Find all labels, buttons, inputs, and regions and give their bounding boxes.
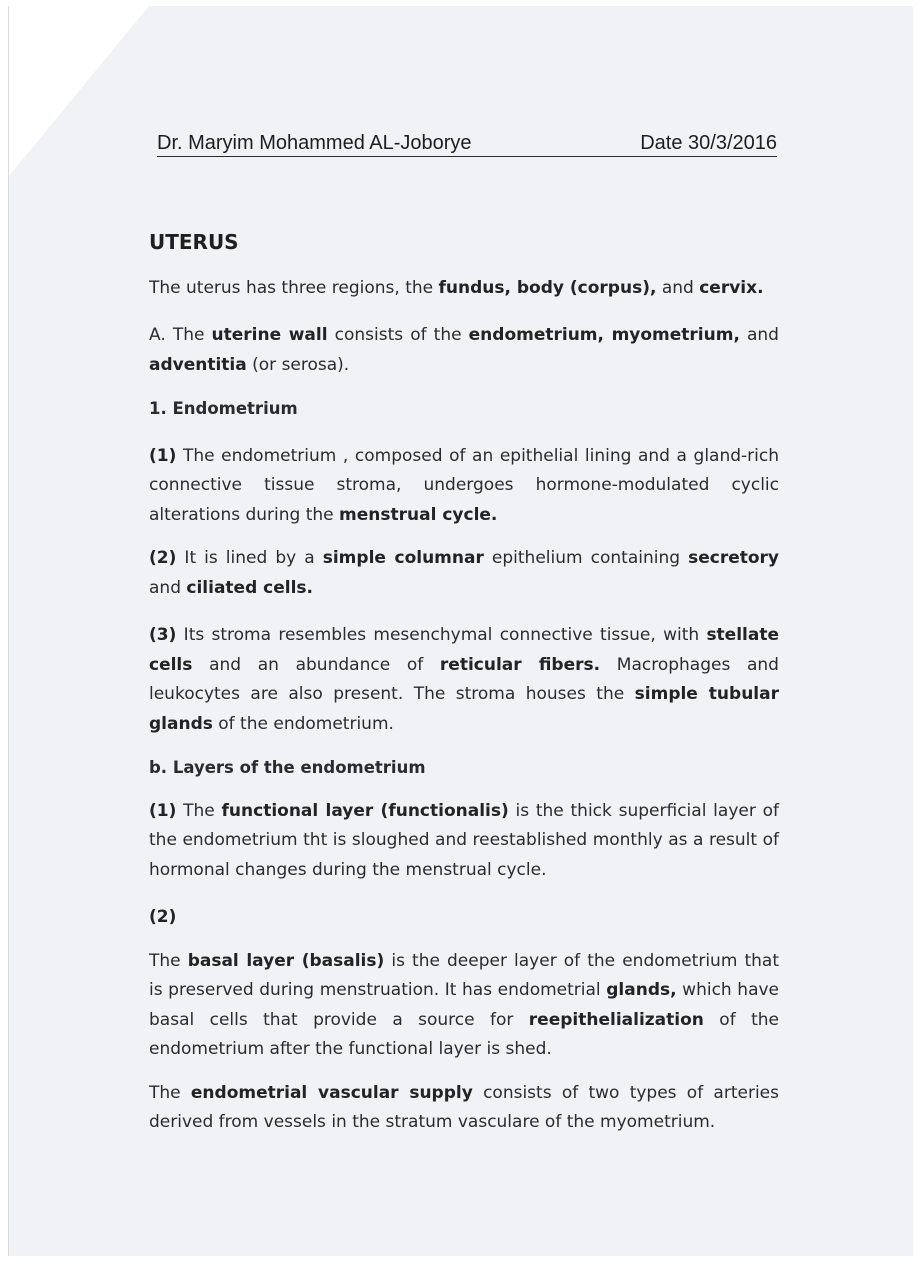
item-number: (3)	[149, 625, 177, 645]
bold-term: basal layer (basalis)	[187, 950, 385, 971]
endometrium-paragraph-2	[149, 544, 779, 603]
item-number: (2)	[149, 907, 177, 927]
endometrium-heading: 1. Endometrium	[149, 399, 298, 418]
text: The	[176, 800, 222, 821]
intro-paragraph	[149, 274, 779, 304]
author-name: Dr. Maryim Mohammed AL-Joborye	[157, 132, 472, 154]
page-fold-corner	[9, 6, 149, 176]
document-body	[149, 228, 779, 1138]
bold-term: glands,	[606, 980, 677, 1000]
section-label: A.	[149, 325, 166, 345]
bold-term: menstrual cycle.	[339, 504, 498, 525]
text: is the deeper layer of the endometrium that is preserved during menstruation. It has endometrial	[149, 950, 779, 1000]
text: epithelium containing	[483, 548, 689, 568]
bold-term: uterine wall	[211, 325, 328, 345]
text: consists of the	[327, 325, 469, 345]
text: (or serosa).	[246, 354, 350, 375]
bold-term: adventitia	[149, 354, 247, 375]
bold-term: endometrium, myometrium,	[468, 325, 740, 345]
layers-heading: b. Layers of the endometrium	[149, 758, 426, 777]
item-number: (1)	[149, 445, 177, 466]
text: The uterus has three regions, the	[149, 277, 439, 298]
endometrium-paragraph-3	[149, 621, 779, 739]
section-a-paragraph	[149, 321, 779, 380]
bold-term: simple columnar	[322, 548, 484, 568]
text: of the endometrium.	[212, 713, 394, 734]
document-date: Date 30/3/2016	[640, 132, 777, 154]
text: The	[149, 1082, 191, 1103]
bold-term: stellate cells	[149, 625, 779, 675]
layer-paragraph-2	[149, 947, 779, 1065]
bold-term: reticular fibers.	[439, 654, 601, 675]
bold-term: endometrial vascular supply	[190, 1082, 473, 1103]
text: of the endometrium after the functional layer is shed.	[149, 1009, 779, 1059]
item-number: (2)	[149, 548, 177, 568]
layer-2-number	[149, 903, 779, 933]
layer-paragraph-1	[149, 797, 779, 886]
text: and	[149, 577, 187, 598]
bold-term: fundus, body (corpus),	[438, 277, 657, 298]
vascular-paragraph	[149, 1079, 779, 1138]
text: is the thick superficial layer of the endometrium tht is sloughed and reestablished monthly as a result of hormonal changes during the menstrual cycle.	[149, 800, 779, 880]
bold-term: simple tubular glands	[149, 684, 779, 734]
text: and	[739, 325, 779, 345]
text: It is lined by a	[176, 548, 323, 568]
bold-term: ciliated cells.	[186, 577, 314, 598]
text: and	[656, 277, 700, 298]
page-header	[157, 132, 777, 157]
text: consists of two types of arteries derived from vessels in the stratum vasculare of the myometrium.	[149, 1082, 779, 1132]
bold-term: cervix.	[699, 277, 764, 298]
bold-term: functional layer (functionalis)	[221, 800, 509, 821]
text: The endometrium , composed of an epithelial lining and a gland-rich connective tissue stroma, undergoes hormone-modulated cyclic alterations during the	[149, 445, 779, 525]
text: The	[165, 325, 212, 345]
bold-term: secretory	[688, 548, 780, 568]
text: and an abundance of	[192, 654, 440, 675]
text: which have basal cells that provide a source for	[149, 980, 780, 1030]
text: Its stroma resembles mesenchymal connective tissue, with	[176, 625, 707, 645]
scanned-page	[8, 6, 913, 1256]
page-title: UTERUS	[149, 230, 239, 254]
bold-term: reepithelialization	[528, 1009, 704, 1030]
item-number: (1)	[149, 800, 177, 821]
text: The	[149, 950, 188, 971]
endometrium-paragraph-1	[149, 442, 779, 531]
text: Macrophages and leukocytes are also present. The stroma houses the	[149, 654, 779, 704]
